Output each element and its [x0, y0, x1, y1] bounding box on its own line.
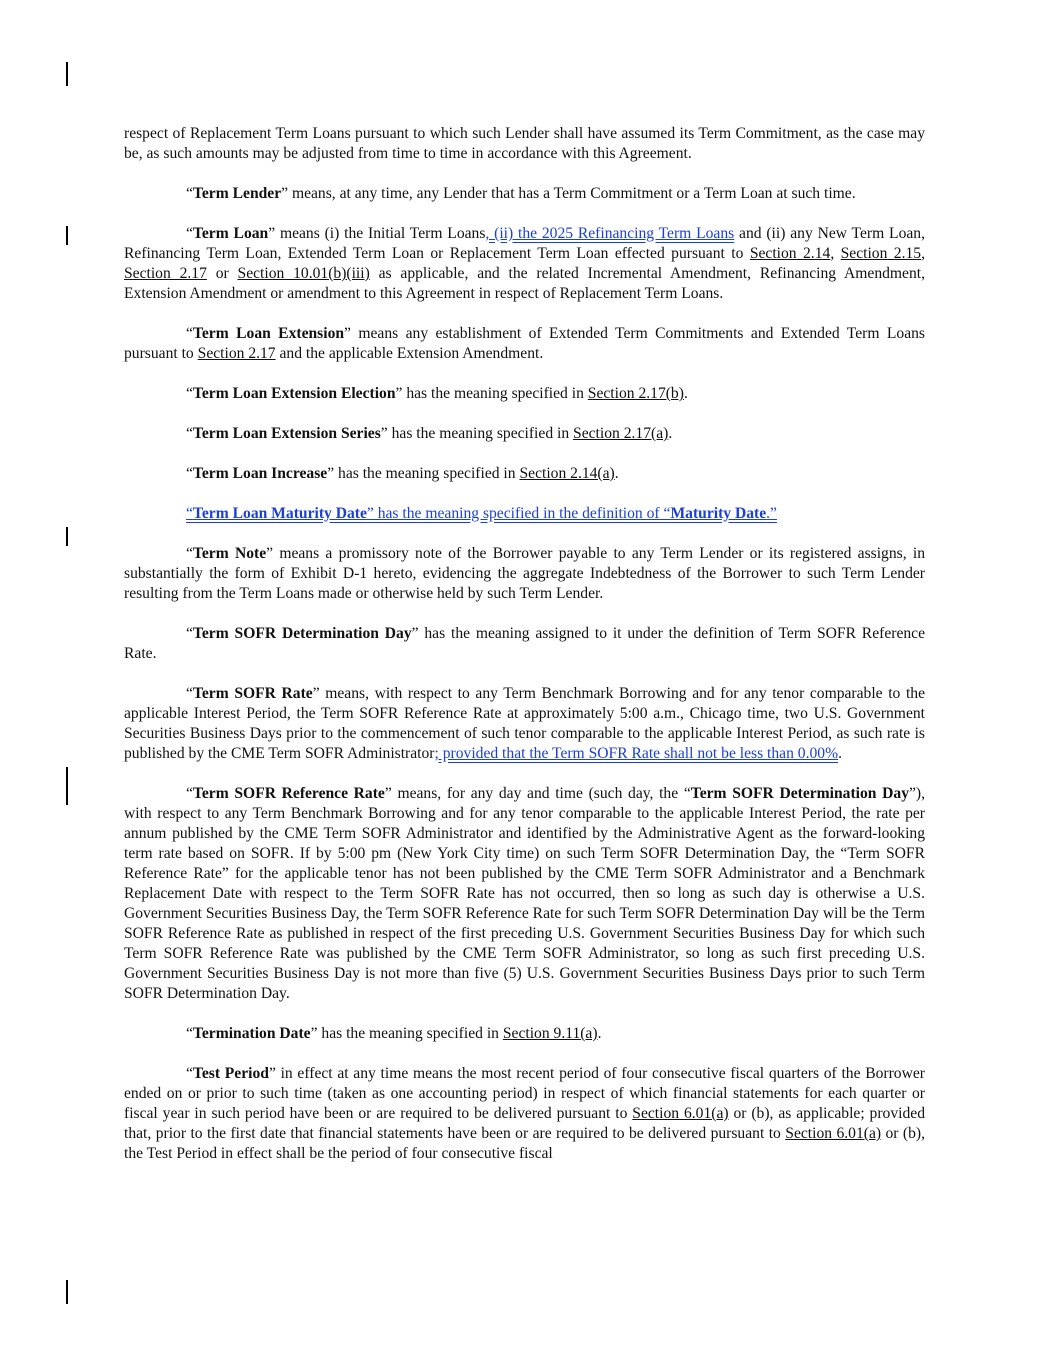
definition-text: and (ii) any New Term Loan, Refinancing Term Loan, Extended Term Loan or Replacement Term Loan effected pursuant to [124, 225, 925, 262]
definition-term-loan-increase [124, 464, 925, 484]
definition-text: . [614, 465, 619, 482]
inserted-text: ; provided that the Term SOFR Rate shall not be less than 0.00% [434, 745, 839, 762]
definition-text: ” means (i) the Initial Term Loans [268, 225, 486, 242]
definition-term-lender [124, 184, 925, 204]
definition-text: ” has the meaning specified in [380, 425, 574, 442]
defined-term: Term Loan [192, 225, 269, 242]
definition-text: ” means, for any day and time (such day, the “ [384, 785, 691, 802]
definition-term-sofr-reference-rate [124, 784, 925, 1004]
quote-mark: “ [186, 625, 193, 642]
paragraph-text: respect of Replacement Term Loans pursuant to which such Lender shall have assumed its Term Commitment, as the case may be, as such amounts may be adjusted from time to time in accordance with this Agreement. [124, 125, 925, 162]
section-reference: Section 2.17(b) [587, 385, 684, 402]
definition-text: or [206, 265, 238, 282]
definition-text: . [668, 425, 673, 442]
definition-term-loan [124, 224, 925, 304]
quote-mark: “ [186, 505, 193, 522]
defined-term: Term SOFR Determination Day [690, 785, 909, 802]
defined-term: Term Lender [192, 185, 282, 202]
definition-text: ” means, at any time, any Lender that has a Term Commitment or a Term Loan at such time. [281, 185, 856, 202]
definition-text: ” means, with respect to any Term Benchmark Borrowing and for any tenor comparable to the applicable Interest Period, the Term SOFR Reference Rate at approximately 5:00 a.m., Chicago time, two U.S. Government Securities Business Days prior to the commencement of such tenor comparable to the applicable Interest Period, as such rate is published by the CME Term SOFR Administrator [124, 685, 925, 762]
definition-term-sofr-determination-day [124, 624, 925, 664]
definition-test-period [124, 1064, 925, 1164]
definition-text: or (b), as applicable; provided that, prior to the first date that financial statements have been or are required to be delivered pursuant to [124, 1105, 925, 1142]
quote-mark: “ [186, 1025, 193, 1042]
change-bar [66, 1280, 68, 1304]
definition-text: . [683, 385, 688, 402]
inserted-text: , (ii) the 2025 Refinancing Term Loans [485, 225, 735, 242]
definition-term-sofr-rate [124, 684, 925, 764]
defined-term: Term SOFR Reference Rate [192, 785, 385, 802]
defined-term: Term Loan Increase [192, 465, 328, 482]
change-bar [66, 62, 68, 86]
defined-term: Test Period [192, 1065, 269, 1082]
quote-mark: “ [186, 325, 193, 342]
section-reference: Section 2.15 [840, 245, 922, 262]
definition-text: , [921, 245, 926, 262]
definition-term-loan-maturity-date [124, 504, 925, 524]
definition-text: ” has the meaning specified in [327, 465, 520, 482]
inserted-text: .” [766, 505, 777, 522]
definition-text: , [830, 245, 841, 262]
inserted-text: ” has the meaning specified in the definition of “ [366, 505, 671, 522]
definition-termination-date [124, 1024, 925, 1044]
defined-term: Termination Date [192, 1025, 311, 1042]
quote-mark: “ [186, 385, 193, 402]
quote-mark: “ [186, 185, 193, 202]
quote-mark: “ [186, 425, 193, 442]
section-reference: Section 9.11(a) [502, 1025, 598, 1042]
quote-mark: “ [186, 1065, 193, 1082]
quote-mark: “ [186, 465, 193, 482]
defined-term: Term SOFR Rate [192, 685, 313, 702]
definition-text: as applicable, and the related Incremental Amendment, Refinancing Amendment, Extension Amendment or amendment to this Agreement in respect of Replacement Term Loans. [124, 265, 926, 302]
definition-term-loan-extension-series [124, 424, 925, 444]
definition-text: or (b), the Test Period in effect shall be the period of four consecutive fiscal [124, 1125, 925, 1162]
defined-term: Term Note [192, 545, 267, 562]
document-page [124, 124, 925, 1164]
quote-mark: “ [186, 225, 193, 242]
definition-text: ” has the meaning assigned to it under the definition of Term SOFR Reference Rate. [124, 625, 926, 662]
definition-text: . [838, 745, 842, 762]
defined-term: Term Loan Extension Series [192, 425, 381, 442]
section-reference: Section 2.14 [749, 245, 831, 262]
section-reference: Section 2.17 [197, 345, 276, 362]
definition-text: ” means a promissory note of the Borrower payable to any Term Lender or its registered assigns, in substantially the form of Exhibit D-1 hereto, evidencing the aggregate Indebtedness of the Borrower to such Term Lender resulting from the Term Loans made or otherwise held by such Term Lender. [124, 545, 925, 602]
defined-term: Term Loan Maturity Date [192, 505, 367, 522]
section-reference: Section 6.01(a) [632, 1105, 729, 1122]
definition-text: ” has the meaning specified in [395, 385, 588, 402]
definition-term-loan-extension [124, 324, 925, 364]
definition-text: ”), with respect to any Term Benchmark Borrowing and for any tenor comparable to the applicable Interest Period, the rate per annum published by the CME Term SOFR Administrator and identified by the Administrative Agent as the forward-looking term rate based on SOFR. If by 5:00 pm (New York City time) on such Term SOFR Determination Day, the “Term SOFR Reference Rate” for the applicable tenor has not been published by the CME Term SOFR Administrator and a Benchmark Replacement Date with respect to the Term SOFR Rate has not occurred, then so long as such day is otherwise a U.S. Government Securities Business Day, the Term SOFR Reference Rate for such Term SOFR Determination Day will be the Term SOFR Reference Rate as published in respect of the first preceding U.S. Government Securities Business Day for which such Term SOFR Reference Rate was published by the CME Term SOFR Administrator, so long as such first preceding U.S. Government Securities Business Day is not more than five (5) U.S. Government Securities Business Days prior to such Term SOFR Determination Day. [124, 785, 926, 1002]
quote-mark: “ [186, 545, 193, 562]
definition-text: ” in effect at any time means the most recent period of four consecutive fiscal quarters of the Borrower ended on or prior to such time (taken as one accounting period) in respect of which financial statements for each quarter or fiscal year in such period have been or are required to be delivered pursuant to [124, 1065, 925, 1122]
section-reference: Section 2.14(a) [519, 465, 615, 482]
defined-term: Term SOFR Determination Day [192, 625, 412, 642]
section-reference: Section 10.01(b)(iii) [237, 265, 370, 282]
change-bar [66, 226, 68, 245]
quote-mark: “ [186, 785, 193, 802]
definition-text: and the applicable Extension Amendment. [275, 345, 544, 362]
change-bar [66, 527, 68, 546]
definition-text: ” means any establishment of Extended Term Commitments and Extended Term Loans pursuant to [124, 325, 925, 362]
definition-term-loan-extension-election [124, 384, 925, 404]
definition-text: . [597, 1025, 602, 1042]
defined-term: Maturity Date [670, 505, 767, 522]
definition-text: ” has the meaning specified in [310, 1025, 503, 1042]
defined-term: Term Loan Extension Election [192, 385, 396, 402]
section-reference: Section 6.01(a) [785, 1125, 882, 1142]
section-reference: Section 2.17(a) [573, 425, 669, 442]
defined-term: Term Loan Extension [192, 325, 345, 342]
definition-term-note [124, 544, 925, 604]
change-bar [66, 767, 68, 805]
paragraph-continuation [124, 124, 925, 164]
quote-mark: “ [186, 685, 193, 702]
section-reference: Section 2.17 [124, 265, 207, 282]
